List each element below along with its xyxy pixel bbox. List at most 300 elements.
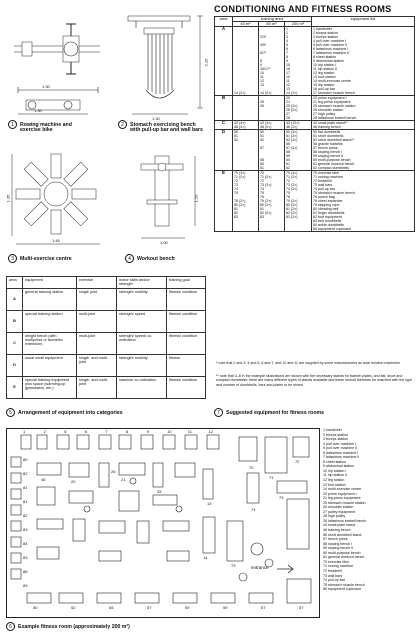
table-cell-exercise: single- and multi-joint [77,376,117,398]
plan-number: 73 [279,495,284,500]
cell-line: 14 (2×) [260,91,272,95]
column-header: equipment [23,277,77,289]
cell-line: 26 [260,104,264,108]
cell-line: 81 [260,207,264,211]
cell-200 [285,130,312,171]
cell-line: 59 [286,154,290,158]
cell-line: 14 (2×) [286,91,298,95]
cell-line: 62 compact dumbbells [313,166,349,170]
cell-line: 80 vibrating belt [313,207,339,211]
cell-line: 9 abdominal station [313,59,345,63]
cell-line: 26 (2×) [286,108,298,112]
legend-item: 2 biceps station [323,432,348,437]
cell-line: 57 bench press [313,146,338,150]
column-header: equipment list [312,17,415,27]
cell-line: 16/17* [260,67,271,71]
plan-number: 81 [23,485,28,490]
table-cell-goal: fitness [167,354,206,376]
table-cell-area: D [7,354,23,376]
table-cell-goal: fitness/ condition [167,310,206,332]
legend-item: 57 bench press [323,537,348,542]
cell-line: 51 [260,134,264,138]
cell-line: 16 pull-up bar [313,87,335,91]
column-header: training area [233,17,312,22]
cell-line: 84 ankle dumbbells [313,223,344,227]
cell-40 [233,121,259,130]
legend-item: 59 sloping bench II [323,546,354,551]
cell-line: 10 hip station I [313,63,337,67]
legend-item: 71 rowing machine [323,564,354,569]
figure-4-caption [125,254,175,263]
column-header: exercise [77,277,117,289]
cell-line: 20 [286,96,290,100]
cell-line: 60 [286,158,290,162]
cell-line: 72 [286,179,290,183]
legend-item: 7 latissimus machine II [323,455,360,460]
cell-line: 25 stomach muscle station [313,104,356,108]
figure-number: 6 [6,622,15,631]
cell-line [234,166,257,170]
cell-line: 4/5* [260,43,267,47]
plan-number: 70 [249,465,254,470]
legend-item: 27 pulley equipment [323,509,356,514]
cell-line: 70 [260,171,264,175]
cell-line: 75 [286,191,290,195]
cell-line: 3 [286,35,288,39]
cell-line: 12 [286,83,290,87]
figure-number: 1 [8,120,17,129]
cell-line: 71 (2×) [234,175,246,179]
table-cell-area: A [7,288,23,310]
cell-line: 83 belt dumbbells [313,219,342,223]
plan-number: 59 [185,605,190,610]
legend-item: 3 triceps station [323,437,349,442]
cell-40 [233,171,259,232]
cell-line: 73 wall bars [313,183,333,187]
legend-item: 43 small plate stand [323,523,355,528]
legend-item: 70 exercise bike [323,559,349,564]
cell-40 [233,130,259,171]
cell-line: 12 leg station [313,71,335,75]
cell-line: 80 (2×) [260,203,272,207]
table-cell-motor: strength/ speed/ co-ordination [117,332,167,354]
equipment-list-cell [312,121,415,130]
plan-number: 57 [261,605,266,610]
legend-item: 85 equipment cupboard [323,587,361,592]
legend-item: 14 multi-exercise centre [323,487,362,492]
cell-line: 76 [286,195,290,199]
table-cell-goal: fitness/ condition [167,332,206,354]
cell-line: 78 (2×) [234,199,246,203]
cell-line: 62 [286,166,290,170]
cell-line: 6 latissimus machine I [313,47,349,51]
cell-line: 15 [286,63,290,67]
caption-line: Multi-exercise centre [20,255,72,262]
table-row [215,171,415,232]
cell-line: 72 [260,179,264,183]
legend-item: 60 multi-purpose bench [323,550,361,555]
caption-line: Workout bench [137,255,175,262]
cell-line: 51 (2×) [286,134,298,138]
legend-item: 58 sloping bench I [323,541,353,546]
figure-number: 7 [214,408,223,417]
cell-line: 16 [286,67,290,71]
table-cell-exercise: single- and multi-joint [77,354,117,376]
cell-line: 70 (4×) [286,171,298,175]
cell-line: 70 (3×) [234,171,246,175]
cell-line: 7 latissimus machine II [313,51,350,55]
equipment-list-cell [312,27,415,96]
plan-drawing [7,429,318,616]
plan-number: 89 [23,583,28,588]
legend-item: 46 training bench [323,528,351,533]
cell-200 [285,27,312,96]
table-row [215,121,415,130]
cell-line: 76 [260,195,264,199]
plan-number: 46 [41,477,46,482]
cell-line: 76 punch bag [313,195,335,199]
legend-item: 1 handroller [323,428,342,432]
legend-item: 73 wall bars [323,573,343,578]
dim-label: 1.45 [52,238,60,243]
cell-line: 25 [260,100,264,104]
figure-number: 3 [8,254,17,263]
equipment-list-cell [312,171,415,232]
plan-number: 6 [84,429,88,434]
legend-item: 9 abdominal station [323,464,355,469]
figure-number: 2 [118,120,127,129]
column-header: training goal [167,277,206,289]
cell-line: 80 (2×) [234,203,246,207]
area-code: D [215,130,233,171]
plan-number: 84 [23,541,28,546]
cell-line: 52 [260,138,264,142]
cell-80 [259,27,285,96]
cell-line: 11 [260,75,264,79]
table-cell-exercise: multi-joint [77,332,117,354]
area-code: C [215,121,233,130]
cell-line: 56 granite barbells [313,142,343,146]
plan-number: 55 [109,605,114,610]
cell-line: 51 [234,134,238,138]
plan-number: 1 [23,429,26,434]
cell-line: 12 [260,79,264,83]
table-row [7,310,206,332]
dim-label: 1.30 [34,108,42,113]
cell-80 [259,130,285,171]
cell-line: 17 [286,71,290,75]
cell-line: 82 (2×) [260,211,272,215]
cell-line: 6/7* [260,51,267,55]
cell-line: 70 exercise bike [313,171,339,175]
suggested-equipment-table [214,16,415,232]
cell-line: 10 [286,75,290,79]
table-row [7,332,206,354]
cell-line: 10 [260,71,264,75]
cell-line: 9 [260,63,262,67]
plan-number: 13 [207,501,212,506]
plan-number: 73 [231,563,236,568]
cell-line: 13 foot station [313,75,336,79]
cell-line: 2 [286,31,288,35]
caption-line: Arrangement of equipment into categories [18,409,123,416]
plan-number: 83 [23,527,28,532]
legend-item: 61 general workout bench [323,555,365,560]
legend-item: 12 leg station [323,478,345,483]
table-cell-area: C [7,332,23,354]
cell-line: 74 [234,187,238,191]
column-header: 80 m² [259,22,285,27]
legend-item: 28 latissimus barbell bench [323,518,367,523]
plan-number: 57 [299,605,304,610]
plan-number: 59 [223,605,228,610]
table-row [7,376,206,398]
cell-line: 5 pull over machine II [313,43,348,47]
plan-number: 57 [147,605,152,610]
plan-number: 82 [23,513,28,518]
figure-number: 5 [6,408,15,417]
table-cell-goal: fitness/ condition [167,376,206,398]
dim-label: 1.30 [42,84,50,89]
cell-line: 75 stomach muscle bench [313,191,355,195]
cell-200 [285,121,312,130]
cell-line: 72 [234,179,238,183]
table-row [7,354,206,376]
area-code: A [215,27,233,96]
cell-line: 8 [260,59,262,63]
cell-line: 2 biceps station [313,31,338,35]
table-cell-motor: strength/ speed [117,310,167,332]
cell-line: 50 flat dumbbells [313,130,341,134]
cell-line: 11 hip station II [313,67,338,71]
cell-line: 79 (2×) [286,199,298,203]
cell-80 [259,96,285,121]
legend-item: 28 high pulley [323,514,346,519]
cell-line: 73 (2×) [260,183,272,187]
table-cell-exercise: multi-joint [77,310,117,332]
dim-label: 1.30 [152,116,160,121]
legend-item: 26 shoulder station [323,505,354,510]
cell-line: 59 sloping bench II [313,154,344,158]
caption-line: with pull-up bar and wall bars [130,127,203,133]
cell-line: 74 [260,187,264,191]
table-row [215,96,415,121]
cell-line: 51 short dumbbells [313,134,344,138]
plan-number: 14 [203,555,208,560]
area-code: B [215,96,233,121]
plan-number: 50 [33,605,38,610]
cell-line: 6 [286,47,288,51]
entrance-label: entrance [251,565,269,570]
cell-line: 43 small plate stand** [313,121,348,125]
table-cell-goal: fitness/ condition [167,288,206,310]
cell-line: 46 training bench [313,125,341,129]
dim-label: 1.20 [193,194,199,203]
plan-number: 83 [23,555,28,560]
dim-label: 1.00 [160,240,168,245]
cell-line: 71 (2×) [286,175,298,179]
stomach-bench-drawing [118,10,208,120]
legend-item: 21 leg-press equipment [323,496,361,501]
cell-line: 13 [260,83,264,87]
cell-line: 81 [234,207,238,211]
figure-7-caption [214,408,324,417]
cell-line: 8 [286,55,288,59]
legend-item: 11 hip station II [323,473,348,478]
table-row [215,130,415,171]
table-note: * note that 2 and 3, 4 and 5, 6 and 7, and 10 and 11 are supplied by some manufacturers as dual function machines [216,361,400,365]
column-header: 40 m² [233,22,259,27]
plan-number: 12 [208,429,213,434]
plan-number: 7 [105,429,108,434]
cell-line: 79 skipping rope [313,203,340,207]
plan-number: 71 [269,475,274,480]
cell-line: 21 leg-press equipment [313,100,351,104]
table-cell-area: B [7,310,23,332]
area-code: E [215,171,233,232]
table-cell-equipment: usual small equipment [23,354,77,376]
legend-item: 10 hip station I [323,468,347,473]
table-cell-motor: stamina/ co-ordination [117,376,167,398]
cell-line: 71 rowing machine [313,175,344,179]
cell-line [260,116,283,120]
cell-line: 11 [286,79,290,83]
cell-line: 81 finger dumbbells [313,211,345,215]
table-row [7,288,206,310]
cell-line: 58 [260,158,264,162]
caption-line: exercise bike [20,127,53,133]
cell-line: 71 (2×) [260,175,272,179]
cell-line: 78 chest expander [313,199,343,203]
plan-number: 10 [167,429,172,434]
cell-line: 4 pull over machine I [313,39,347,43]
plan-number: 21 [121,477,126,482]
cell-line: 75 [234,191,238,195]
plan-number: 82 [23,471,28,476]
cell-line: 73 (2×) [286,183,298,187]
table-cell-exercise: single joint [77,288,117,310]
cell-line: 50 (3×) [286,130,298,134]
cell-line: 83 (2×) [286,215,298,219]
cell-line: 83 [234,215,238,219]
cell-40 [233,27,259,96]
equipment-categories-table [6,276,206,399]
cell-line: 82 foot equipment [313,215,342,219]
table-cell-motor: strength/ mobility [117,354,167,376]
cell-line: 74 (2×) [286,187,298,191]
cell-line: 56 [286,142,290,146]
cell-line: 73 [234,183,238,187]
legend-item: 56 short dumbbell stand [323,532,362,537]
plan-number: 72 [295,459,300,464]
table-row [215,27,415,96]
cell-line: 75 [260,191,264,195]
column-header: motor skills and/or strength [117,277,167,289]
plan-number: 11 [187,429,192,434]
cell-line: 52 [234,138,238,142]
cell-line: 74 pull-up bar [313,187,335,191]
caption-line: Stomach exercising bench [130,121,196,128]
cell-line: 80 (2×) [286,203,298,207]
cell-line: 85 equipment cupboard [313,227,351,231]
cell-line: 13 [286,87,290,91]
plan-number: 81 [23,499,28,504]
equipment-list-cell [312,130,415,171]
dim-label: 2.15 [203,58,209,67]
table-note: ** note that 3–8 in the example illustrations are shown with the necessary stands for barbell plates, and flat, short and compact dumbbells; there are many different types of stands available and these should therefore be matched with the type and number of dumbbells, bars and plates to be stored [216,374,413,387]
cell-line: 61 [260,166,264,170]
plan-number: 9 [146,429,149,434]
legend-item: 74 pull-up bar [323,578,345,583]
figure-6-caption [6,622,130,631]
legend-item: 75 stomach muscle bench [323,582,365,587]
caption-line: Suggested equipment for fitness rooms [226,409,324,416]
cell-line: 81 (2×) [286,207,298,211]
cell-line: 28 [286,116,290,120]
multi-exercise-centre-drawing [8,150,108,250]
caption-line: Rowing machine and [20,121,72,128]
cell-line: 79 (2×) [260,199,272,203]
table-cell-equipment: special training equipment plus space (warming-up gymnastics, etc.) [23,376,77,398]
column-header: area [215,17,233,27]
caption-line: Example fitness room (approximately 200 m²) [18,623,130,630]
column-header: area [7,277,23,289]
cell-line: 14 (2×) [234,91,246,95]
cell-line: 46 (2×) [234,125,246,129]
cell-line: 3 triceps station [313,35,339,39]
plan-number: 8 [126,429,129,434]
cell-line: 7 [286,51,288,55]
plan-number: 25 [157,489,162,494]
legend-item: 8 chest station [323,459,347,464]
cell-line: 46 (2×) [286,125,298,129]
legend-item: 25 stomach muscle station [323,500,366,505]
plan-legend [323,428,417,592]
table-cell-equipment: weight bench (with multipress or isometric extension) [23,332,77,354]
cell-line: 9 [286,59,288,63]
cell-line: 5 [286,43,288,47]
cell-line: 58 sloping bench I [313,150,343,154]
plan-number: 80 [23,457,28,462]
cell-line: 52 (2×) [286,138,298,142]
cell-line: 43 (4×) [260,121,272,125]
plan-number: 74 [251,507,256,512]
dim-label: 1.35 [5,194,11,203]
cell-line: 57 [260,146,264,150]
table-cell-equipment: special training station [23,310,77,332]
legend-item: 5 pull over machine II [323,446,358,451]
legend-item: 4 pull over machine I [323,441,357,446]
cell-line: 26 shoulder station [313,108,344,112]
legend-item: 6 latissimus machine I [323,450,359,455]
cell-line: 43 (10×) [286,121,300,125]
cell-line: 61 general workout bench [313,162,355,166]
cell-line: 1 handroller [313,27,332,31]
cell-40 [233,96,259,121]
cell-line: 14 multi-exercise centre [313,79,352,83]
cell-line: 28 latissimus barbell bench [313,116,357,120]
plan-number: 26 [111,469,116,474]
cell-line: 1 [286,27,288,31]
cell-line: 82 (2×) [286,211,298,215]
cell-line: 4 [286,39,288,43]
legend-item: 13 foot station [323,482,346,487]
cell-line: 46 (2×) [260,125,272,129]
page-title: CONDITIONING AND FITNESS ROOMS [214,4,392,14]
cell-line: 72 treadmill [313,179,332,183]
cell-200 [285,96,312,121]
cell-line: 52 short dumbbell stand** [313,138,355,142]
